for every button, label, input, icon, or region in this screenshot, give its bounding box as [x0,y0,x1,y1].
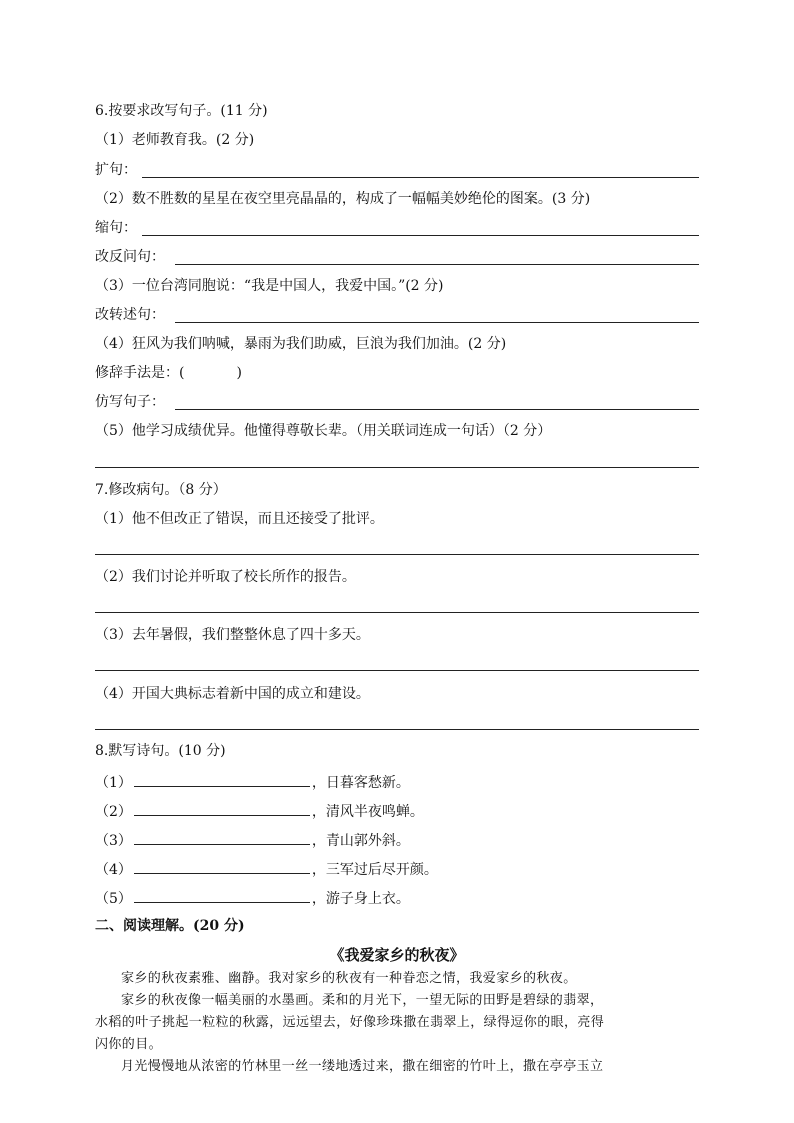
q7-answer-line-1[interactable] [95,554,699,555]
q7-title: 7.修改病句。（8 分） [95,482,227,498]
q8-item-number: （2） [95,804,132,820]
q6-rhetoric-device-label: 修辞手法是：( [95,365,185,381]
article-paragraph: 闪你的目。 [95,1037,163,1052]
q6-title: 6.按要求改写句子。(11 分) [95,103,268,119]
q7-sentence-4: （4）开国大典标志着新中国的成立和建设。 [95,686,370,702]
q6-sentence-4: （4）狂风为我们呐喊，暴雨为我们助威，巨浪为我们加油。(2 分) [95,336,507,352]
q7-sentence-1: （1）他不但改正了错误，而且还接受了批评。 [95,511,384,527]
article-paragraph: 月光慢慢地从浓密的竹林里一丝一缕地透过来，撒在细密的竹叶上，撒在亭亭玉立 [121,1059,604,1074]
q7-answer-line-2[interactable] [95,612,699,613]
q6-sentence-5: （5）他学习成绩优异。他懂得尊敬长辈。（用关联词连成一句话）（2 分） [95,423,552,439]
article-paragraph: 家乡的秋夜素雅、幽静。我对家乡的秋夜有一种眷恋之情，我爱家乡的秋夜。 [121,971,577,986]
q8-item [95,859,438,879]
q6-shorten-label: 缩句： [95,220,137,236]
q8-item-number: （1） [95,775,132,791]
q6-shorten-answer-line[interactable] [142,235,699,236]
section-2-title: 二、阅读理解。(20 分) [95,918,245,934]
q6-rhetorical-label: 改反问句： [95,249,165,265]
q6-rhetorical-answer-line[interactable] [175,264,699,265]
q6-combine-answer-line[interactable] [95,467,699,468]
q8-item-tail: ，日暮客愁新。 [311,775,410,791]
q8-item-number: （3） [95,833,132,849]
article-title: 《我爱家乡的秋夜》 [329,946,465,964]
q6-imitate-answer-line[interactable] [175,409,699,410]
q8-item-blank[interactable] [134,859,310,874]
q7-answer-line-4[interactable] [95,729,699,730]
q8-item [95,772,410,792]
q8-item-tail: ，游子身上衣。 [311,891,410,907]
q6-sentence-1: （1）老师教育我。(2 分) [95,132,255,148]
q6-sentence-3: （3）一位台湾同胞说：“我是中国人，我爱中国。”(2 分) [95,278,444,294]
q8-item [95,830,410,850]
q6-expand-label: 扩句： [95,162,137,178]
q6-imitate-label: 仿写句子： [95,394,165,410]
q8-title: 8.默写诗句。(10 分) [95,743,226,759]
article-paragraph: 家乡的秋夜像一幅美丽的水墨画。柔和的月光下，一望无际的田野是碧绿的翡翠， [121,993,604,1008]
q7-sentence-3: （3）去年暑假，我们整整休息了四十多天。 [95,627,370,643]
q8-item-tail: ，清风半夜鸣蝉。 [311,804,424,820]
q6-indirect-label: 改转述句： [95,307,165,323]
q8-item [95,888,410,908]
q8-item [95,801,424,821]
q6-rhetoric-device-close: ) [236,365,242,381]
q8-item-blank[interactable] [134,801,310,816]
q8-item-number: （4） [95,862,132,878]
q8-item-tail: ，三军过后尽开颜。 [311,862,438,878]
q6-rhetoric-device-row [95,364,242,382]
q7-sentence-2: （2）我们讨论并听取了校长所作的报告。 [95,569,356,585]
q6-indirect-answer-line[interactable] [175,322,699,323]
q8-item-number: （5） [95,891,132,907]
q6-sentence-2: （2）数不胜数的星星在夜空里亮晶晶的，构成了一幅幅美妙绝伦的图案。(3 分) [95,191,591,207]
q8-item-tail: ，青山郭外斜。 [311,833,410,849]
article-paragraph: 水稻的叶子挑起一粒粒的秋露，远远望去，好像珍珠撒在翡翠上，绿得逗你的眼，亮得 [95,1015,605,1030]
q8-item-blank[interactable] [134,772,310,787]
q8-item-blank[interactable] [134,830,310,845]
q6-expand-answer-line[interactable] [142,177,699,178]
q7-answer-line-3[interactable] [95,670,699,671]
q8-item-blank[interactable] [134,888,310,903]
